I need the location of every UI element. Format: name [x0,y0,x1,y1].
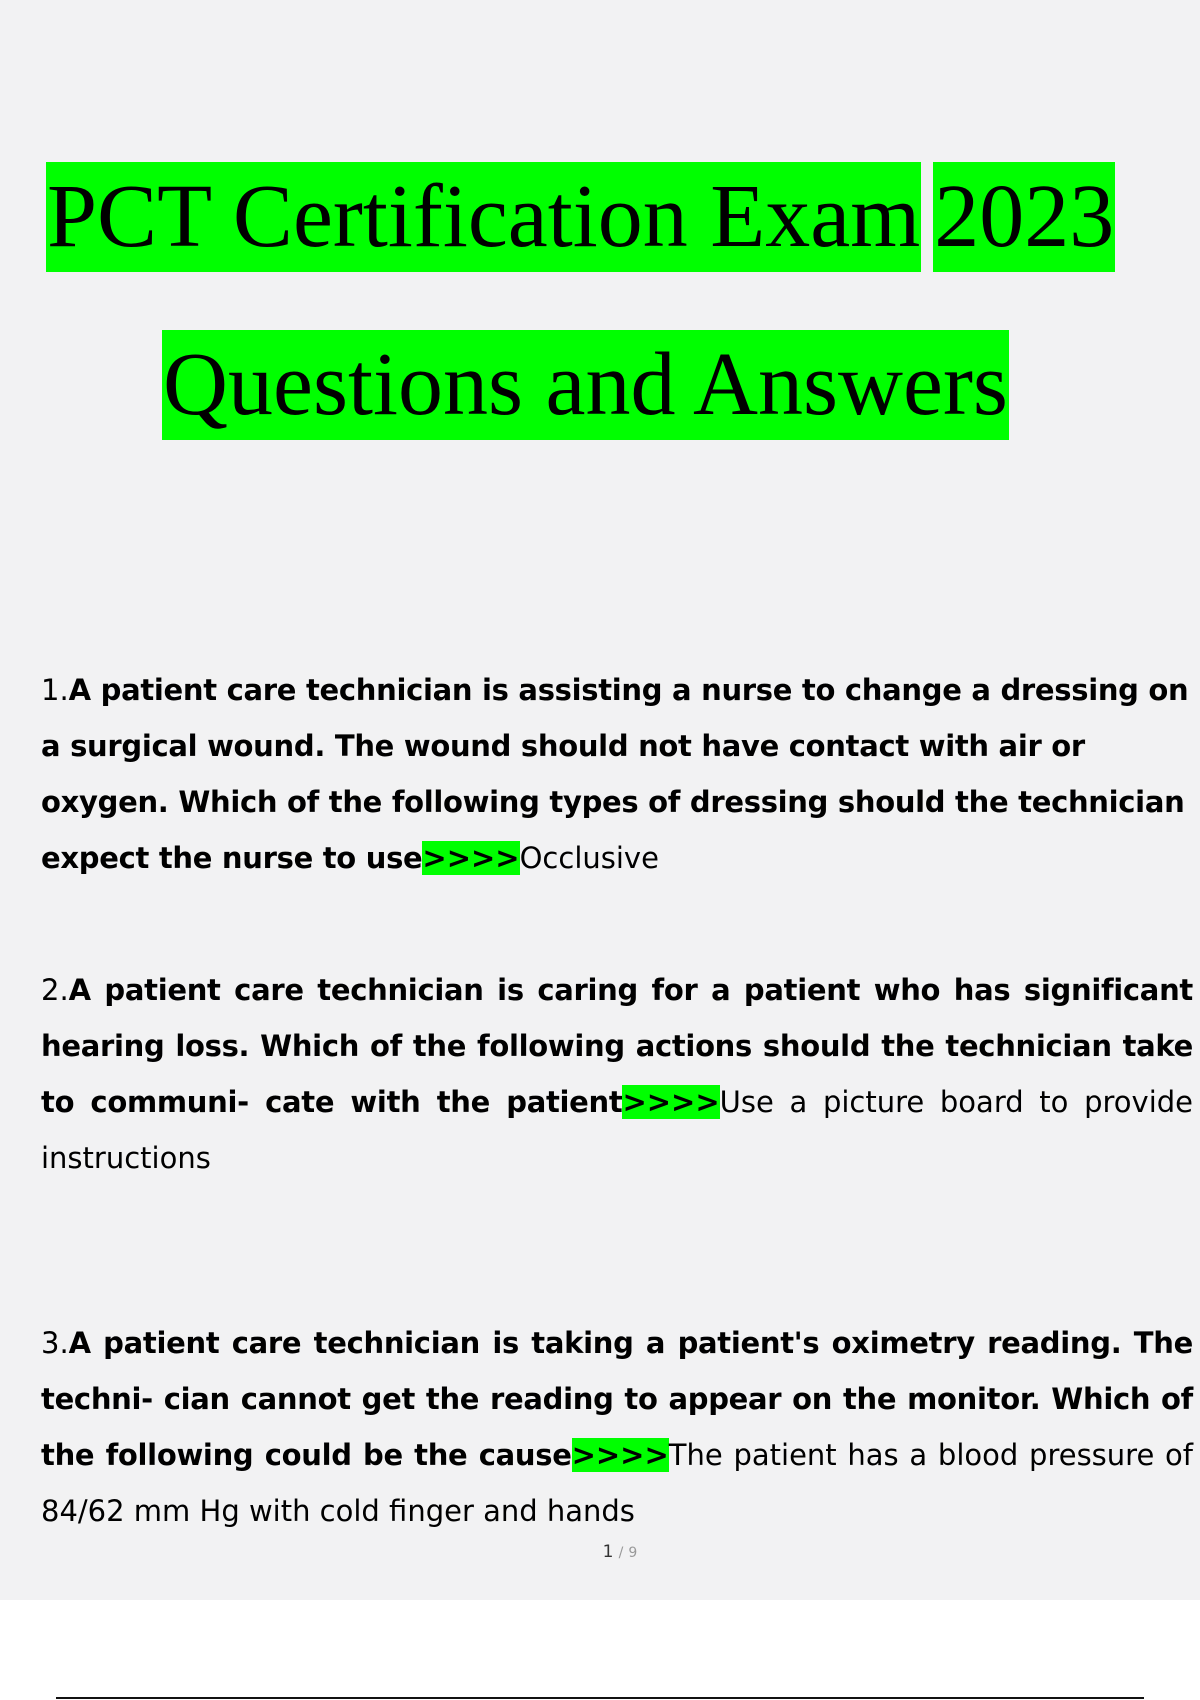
page-bottom-divider [56,1697,1144,1699]
answer-text: The patient has a blood pressure of 84/62 mm Hg with cold finger and hands [41,1438,1193,1528]
title-highlight-year: 2023 [933,162,1115,272]
answer-separator: >>>> [422,841,520,875]
page-current: 1 [602,1542,614,1562]
question-text: A patient care technician is taking a patient's oximetry reading. The techni- cian cannot get the reading to appear on the monitor. Which of the following could be the cause [41,1326,1193,1472]
question-text: A patient care technician is caring for a patient who has significant hearing loss. Which of the following actions should the technician take to communi- cate with the patient [41,973,1193,1119]
question-number: 1. [41,673,69,707]
question-number: 3. [41,1326,69,1360]
page-separator: / [618,1545,624,1561]
answer-text: Use a picture board to provide instructions [41,1085,1193,1175]
answer-text: Occlusive [519,841,659,875]
question-text: A patient care technician is assisting a nurse to change a dressing on a surgical wound. The wound should not have contact with air or oxygen. Which of the following types of dressing should the technician expect the nurse to use [41,673,1189,875]
question-item [41,662,1193,886]
document-title-line-1 [46,162,1115,272]
answer-separator: >>>> [622,1085,720,1119]
answer-separator: >>>> [571,1438,669,1472]
question-item [41,1315,1193,1539]
document-title-line-2 [162,330,1009,440]
title-highlight-2: Questions and Answers [162,330,1009,440]
question-number: 2. [41,973,69,1007]
page-total: 9 [628,1545,638,1561]
page-indicator [0,1542,1200,1562]
question-item [41,962,1193,1186]
title-highlight-1: PCT Certification Exam [46,162,921,272]
